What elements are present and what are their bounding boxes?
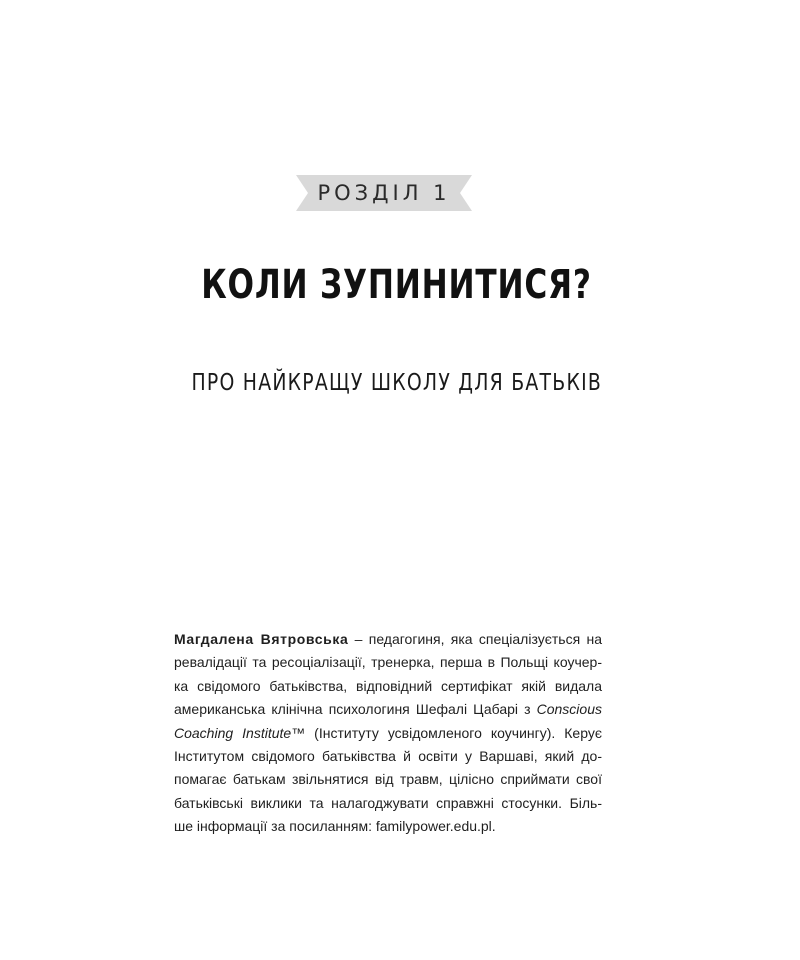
institute-name: Conscious	[536, 701, 602, 718]
bio-line-1	[174, 628, 602, 651]
bio-text: (Інституту усвідомленого коучингу). Керує	[305, 724, 602, 741]
chapter-label: РОЗДІЛ 1	[317, 181, 451, 205]
bio-line-4	[174, 698, 602, 721]
bio-text: американська клінічна психологиня Шефалі Цабарі з	[174, 701, 537, 718]
bio-text: – педагогиня, яка спеціалізується на	[348, 631, 602, 647]
chapter-subtitle: ПРО НАЙКРАЩУ ШКОЛУ ДЛЯ БАТЬКІВ	[191, 370, 603, 396]
bio-line-5	[174, 722, 602, 745]
institute-name: Coaching Institute™	[174, 724, 306, 741]
author-name: Магдалена Вятровська	[174, 631, 349, 647]
bio-line-2: ревалідації та ресоціалізації, тренерка, перша в Польщі коучер-	[174, 654, 602, 671]
bio-line-6: Інститутом свідомого батьківства й освіти у Варшаві, який до-	[174, 747, 602, 764]
bio-line-9: ше інформації за посиланням: familypower.edu.pl.	[174, 818, 496, 835]
chapter-ribbon	[296, 175, 472, 211]
chapter-title: КОЛИ ЗУПИНИТИСЯ?	[201, 262, 592, 308]
bio-line-8: батьківські виклики та налагоджувати справжні стосунки. Біль-	[174, 794, 602, 811]
bio-line-3: ка свідомого батьківства, відповідний сертифікат якій видала	[174, 677, 602, 694]
author-bio	[174, 628, 602, 839]
bio-line-7: помагає батькам звільнятися від травм, цілісно сприймати свої	[174, 771, 602, 788]
